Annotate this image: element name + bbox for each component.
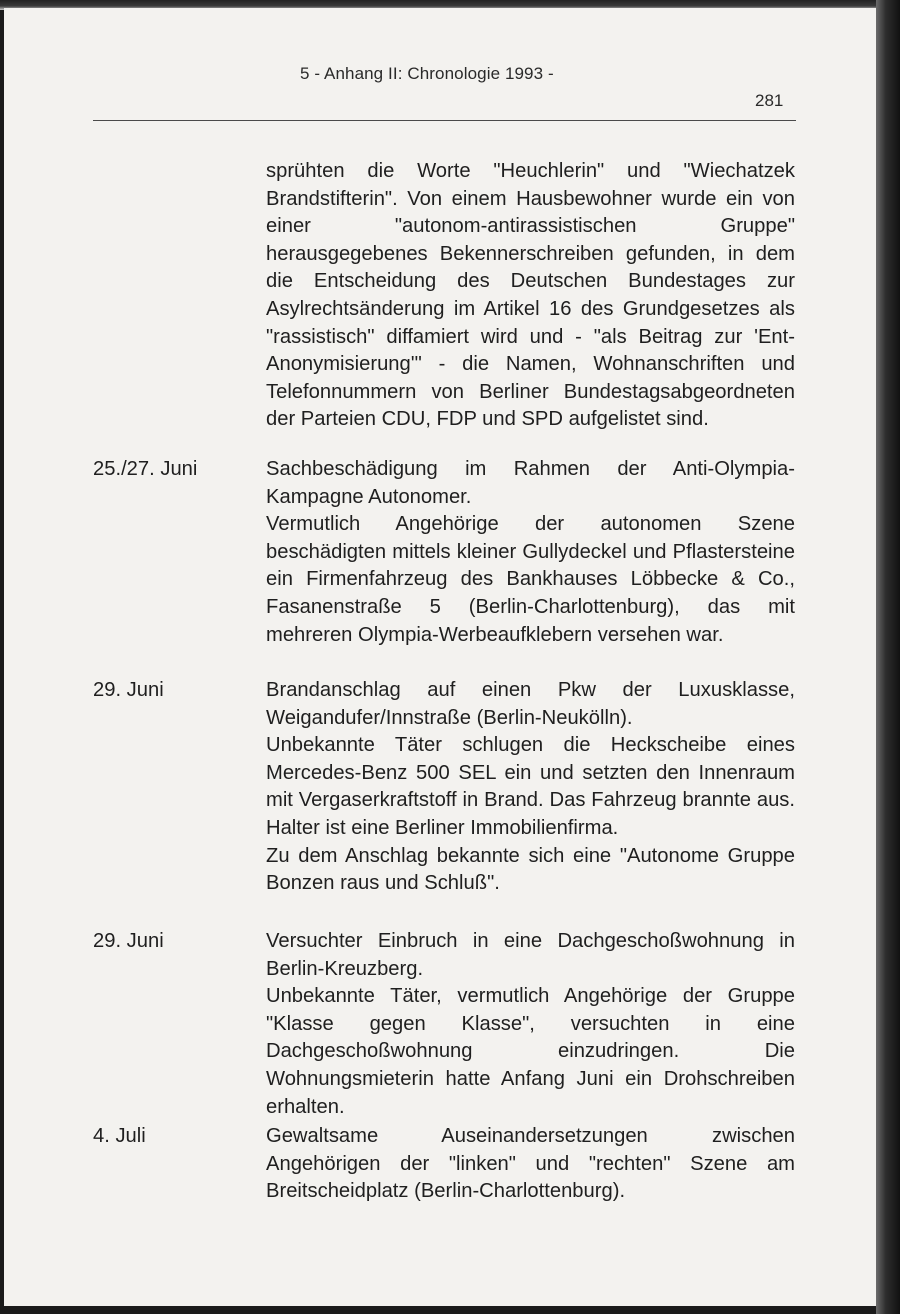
- entry-date: 25./27. Juni: [93, 458, 198, 480]
- entry-body: [266, 1123, 795, 1206]
- entry-paragraph: Unbekannte Täter schlugen die Heckscheibe eines Mercedes-Benz 500 SEL ein und setzten den Innenraum mit Vergaserkraftstoff in Brand. Das Fahrzeug brannte aus. Halter ist eine Berliner Immobilienfirma.: [266, 734, 795, 839]
- entry-body: [266, 677, 795, 898]
- entry-paragraph: Unbekannte Täter, vermutlich Angehörige der Gruppe "Klasse gegen Klasse", versuchten in eine Dachgeschoßwohnung einzudringen. Die Wohnungsmieterin hatte Anfang Juni ein Drohschreiben erhalten.: [266, 985, 795, 1118]
- scan-binding-shadow: [876, 0, 900, 1314]
- entry-date: 4. Juli: [93, 1125, 146, 1147]
- continuation-paragraph: sprühten die Worte "Heuchlerin" und "Wiechatzek Brandstifterin". Von einem Hausbewohner wurde ein von einer "autonom-antirassistischen Gruppe" herausgegebenes Bekennerschreiben gefunden, in dem die Entscheidung des Deutschen Bundestages zur Asylrechtsänderung im Artikel 16 des Grundgesetzes als "rassistisch" diffamiert wird und - "als Beitrag zur 'Ent-Anonymisierung'" - die Namen, Wohnanschriften und Telefonnummern von Berliner Bundestagsabgeordneten der Parteien CDU, FDP und SPD aufgelistet sind.: [266, 160, 795, 431]
- entry-date: 29. Juni: [93, 679, 164, 701]
- entry-headline: Brandanschlag auf einen Pkw der Luxusklasse, Weigandufer/Innstraße (Berlin-Neukölln).: [266, 679, 795, 729]
- page-number: 281: [755, 91, 784, 110]
- entry-body: [266, 928, 795, 1121]
- entry-headline: Versuchter Einbruch in eine Dachgeschoßwohnung in Berlin-Kreuzberg.: [266, 930, 795, 980]
- entry-headline: Sachbeschädigung im Rahmen der Anti-Olympia-Kampagne Autonomer.: [266, 458, 795, 508]
- entry-date: 29. Juni: [93, 930, 164, 952]
- document-page: [4, 8, 876, 1306]
- entry-paragraph: Vermutlich Angehörige der autonomen Szene beschädigten mittels kleiner Gullydeckel und Pflastersteine ein Firmenfahrzeug des Bankhauses Löbbecke & Co., Fasanenstraße 5 (Berlin-Charlottenburg), das mit mehreren Olympia-Werbeaufklebern versehen war.: [266, 513, 795, 646]
- entry-paragraph: Zu dem Anschlag bekannte sich eine "Autonome Gruppe Bonzen raus und Schluß".: [266, 844, 795, 895]
- entry-body: [266, 456, 795, 649]
- entry-headline: Gewaltsame Auseinandersetzungen zwischen Angehörigen der "linken" und "rechten" Szene am Breitscheidplatz (Berlin-Charlottenburg).: [266, 1125, 795, 1203]
- header-rule: [93, 120, 796, 121]
- running-head: 5 - Anhang II: Chronologie 1993 -: [300, 64, 554, 83]
